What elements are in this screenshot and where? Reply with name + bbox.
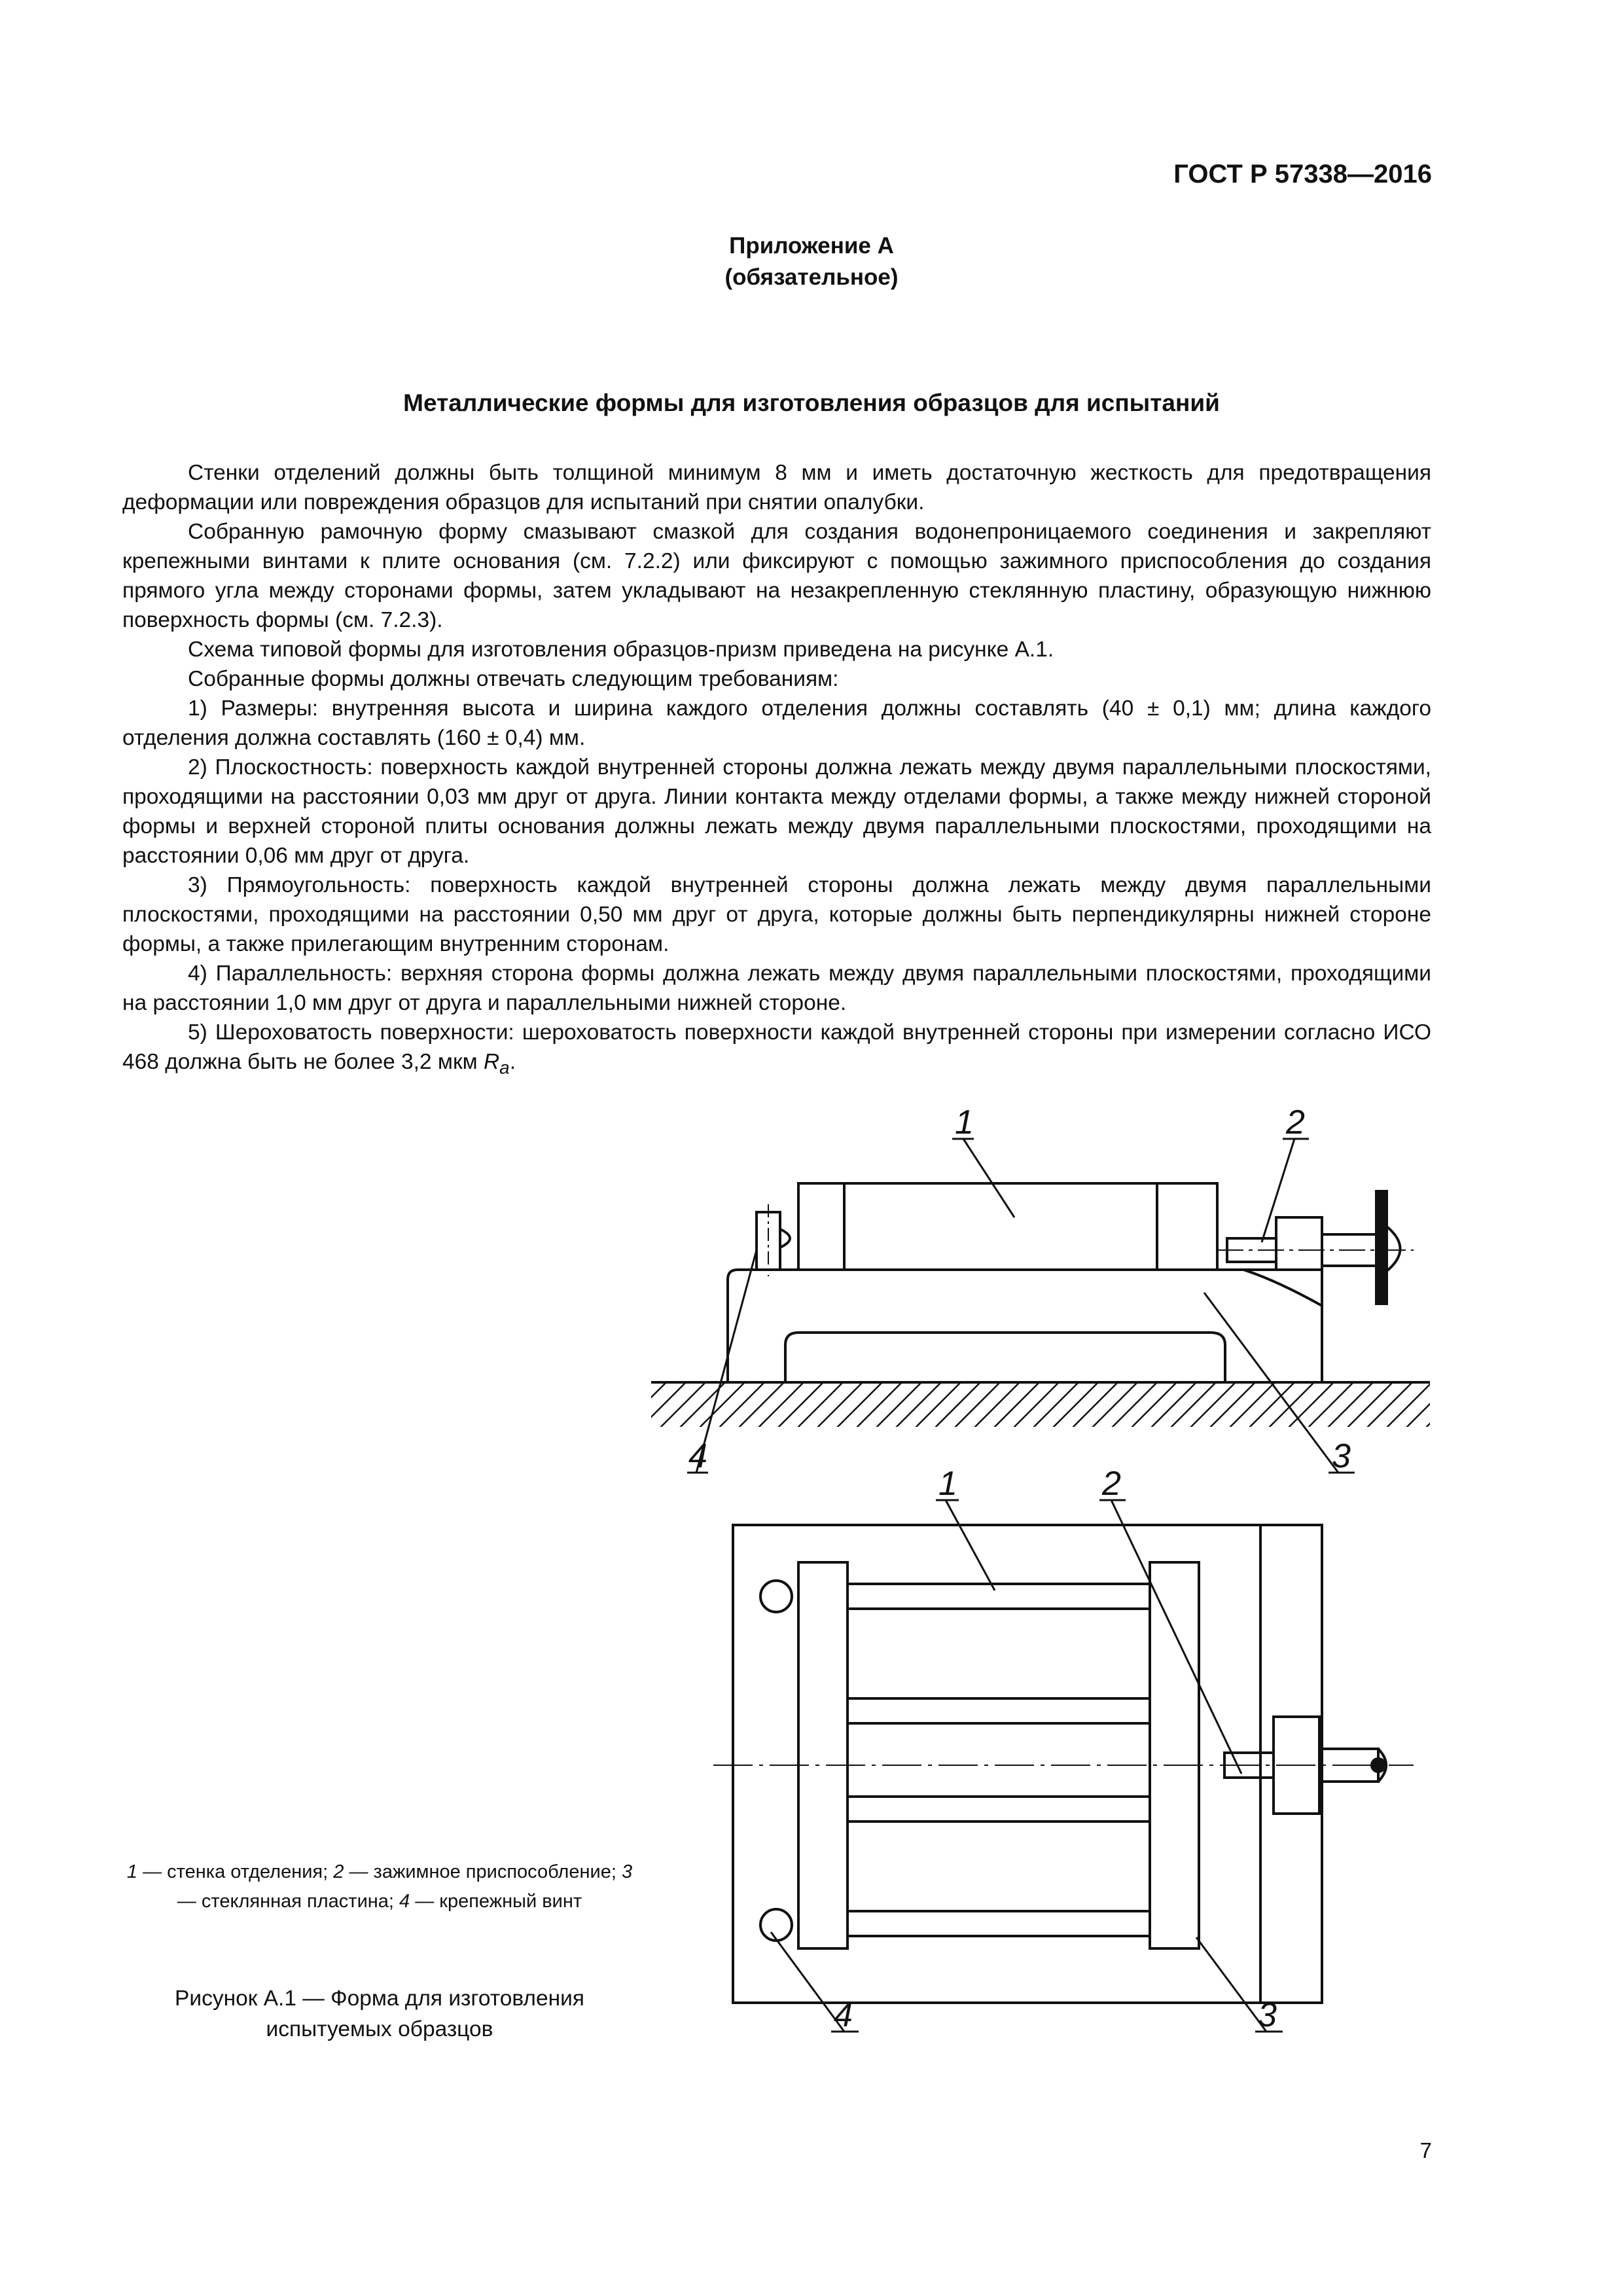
legend-text-3: — стеклянная пластина; [177,1891,400,1912]
legend-text-4: — крепежный винт [410,1891,582,1912]
annex-status: (обязательное) [724,264,899,290]
fixing-screw-top [760,1581,792,1612]
plan-end-wall-right [1150,1562,1199,1948]
legend-num-1: 1 [126,1861,138,1882]
legend-num-2: 2 [333,1861,344,1882]
paragraph: Схема типовой формы для изготовления образцов-призм приведена на рисунке А.1. [188,637,1054,662]
fixing-screw-bottom [760,1909,792,1941]
caption-line-2: испытуемых образцов [266,2017,493,2041]
page-number: 7 [1419,2138,1432,2162]
plan-base [733,1525,1322,2003]
paragraph: Собранные формы должны отвечать следующим требованиям: [188,667,839,691]
figure-caption [131,1983,628,2045]
legend-num-3: 3 [621,1861,633,1882]
legend-num-4: 4 [399,1891,410,1912]
roughness-end: . [509,1050,516,1074]
caption-line-1: Рисунок А.1 — Форма для изготовления [175,1986,584,2011]
mould-body [798,1183,1217,1270]
label-1-side: 1 [955,1103,974,1141]
paragraph: 4) Параллельность: верхняя сторона формы должна лежать между двумя параллельными плоскостями, проходящими на расстоянии 1,0 мм друг от друга и параллельными нижней стороне. [122,961,1431,1015]
figure-legend [118,1857,641,1916]
standard-code: ГОСТ Р 57338—2016 [1173,160,1432,188]
paragraph: Собранную рамочную форму смазывают смазкой для создания водонепроницаемого соединения и закрепляют крепежными винтами к плите основания (см. 7.2.2) или фиксируют с помощью зажимного приспособления до создания прямого угла между сторонами формы, затем укладывают на незакрепленную стеклянную пластину, образующую нижнюю поверхность формы (см. 7.2.3). [122,520,1431,632]
paragraph: 1) Размеры: внутренняя высота и ширина каждого отделения должны составлять (40 ± 0,1) мм; длина каждого отделения должна составлять (160 ± 0,4) мм. [122,696,1431,750]
roughness-subscript: a [499,1057,510,1078]
base-hatch [651,1382,1430,1427]
plan-end-wall-left [798,1562,847,1948]
label-3-plan: 3 [1258,1996,1277,2034]
label-4-side: 4 [688,1437,707,1475]
annex-title: Приложение А [729,233,894,259]
mould-drawing [628,1086,1453,2036]
clamp-block [1276,1217,1322,1270]
plan-view [713,1500,1414,2032]
side-view [648,1139,1433,1473]
label-2-side: 2 [1286,1103,1305,1141]
glass-plate-edge [1243,1270,1322,1306]
body-text [122,458,1431,1083]
legend-text-1: — стенка отделения; [137,1861,334,1882]
clamp-disc-side [1376,1191,1387,1304]
section-title: Металлические формы для изготовления образцов для испытаний [403,389,1220,416]
label-1-plan: 1 [938,1465,957,1503]
paragraph: 2) Плоскостность: поверхность каждой внутренней стороны должна лежать между двумя параллельными плоскостями, проходящими на расстоянии 0,03 мм друг от друга. Линии контакта между отделами формы, а также между нижней стороной формы и верхней стороной плиты основания должны лежать между двумя параллельными плоскостями, проходящими на расстоянии 0,06 мм друг от друга. [122,755,1431,868]
annex-heading [0,230,1623,293]
paragraph-roughness [122,1018,1431,1083]
label-2-plan: 2 [1102,1465,1121,1503]
base-plate [728,1270,1322,1382]
label-4-plan: 4 [834,1996,853,2034]
paragraph: 3) Прямоугольность: поверхность каждой внутренней стороны должна лежать между двумя параллельными плоскостями, проходящими на расстоянии 0,50 мм друг от друга, которые должны быть перпендикулярны нижней стороне формы, а также прилегающим внутренним сторонам. [122,873,1431,956]
label-3-side: 3 [1332,1437,1351,1475]
roughness-symbol: R [483,1050,500,1074]
legend-text-2: — зажимное приспособление; [344,1861,622,1882]
roughness-text: 5) Шероховатость поверхности: шероховатость поверхности каждой внутренней стороны при измерении согласно ИСО 468 должна быть не более 3,2 мкм [122,1020,1431,1074]
paragraph: Стенки отделений должны быть толщиной минимум 8 мм и иметь достаточную жесткость для предотвращения деформации или повреждения образцов для испытаний при снятии опалубки. [122,461,1431,514]
base-recess [785,1333,1225,1382]
